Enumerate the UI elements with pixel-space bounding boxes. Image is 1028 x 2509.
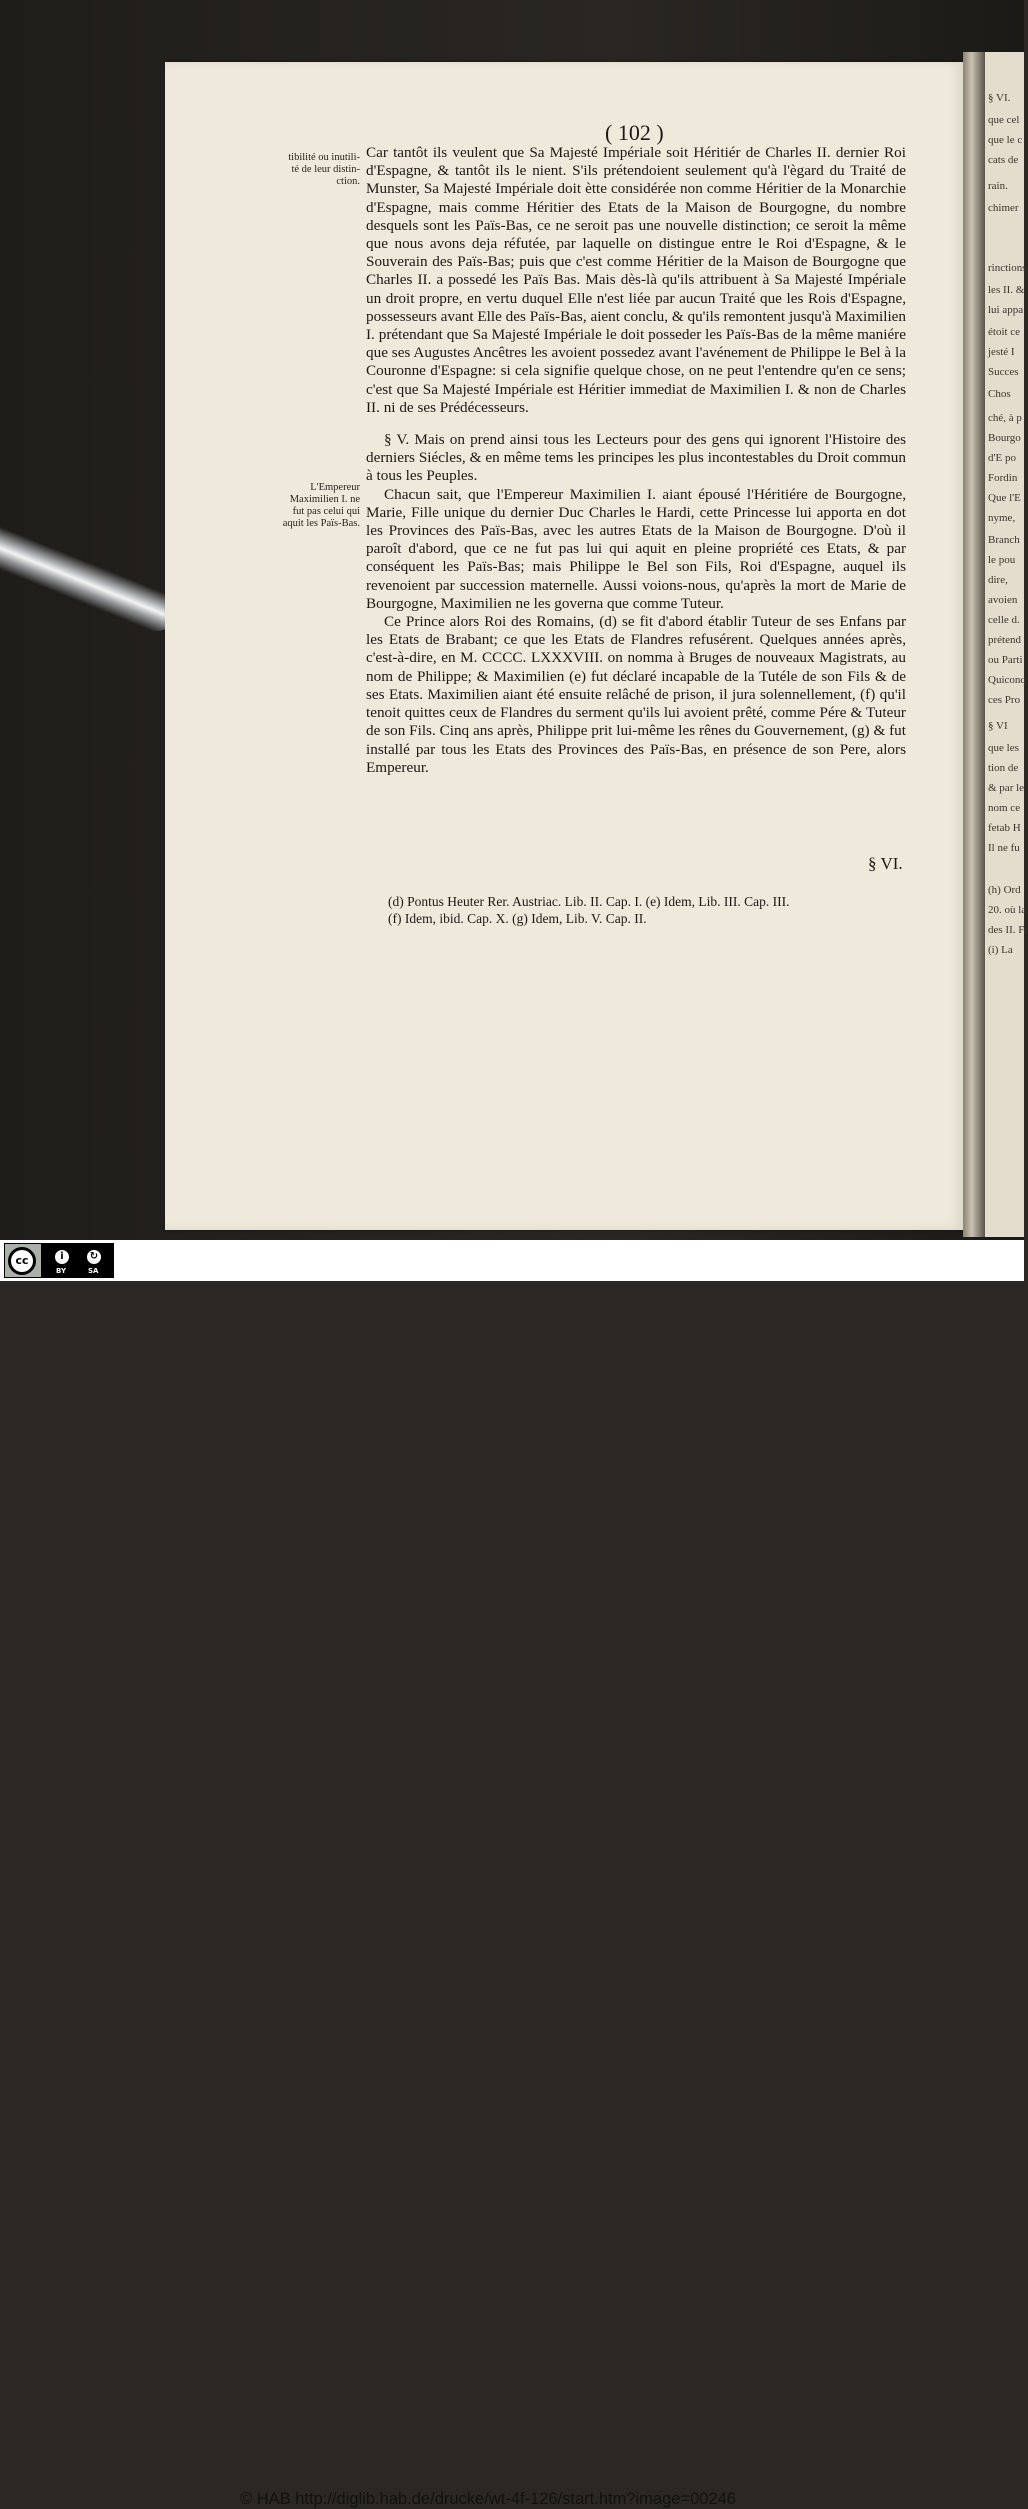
by-icon: i (53, 1248, 71, 1266)
marginal-note-2 (258, 482, 360, 530)
marginal-note-line: Maximilien I. ne (289, 494, 360, 505)
adjacent-page-text: des II. Fr (988, 924, 1028, 936)
license-strip (41, 1244, 114, 1277)
marginal-note-line: tibilité ou inutili- (288, 152, 360, 163)
copyright-credit-link[interactable]: © HAB http://diglib.hab.de/drucke/wt-4f-126/start.htm?image=00246 (240, 2490, 736, 2508)
adjacent-page-text: Succes (988, 366, 1019, 378)
adjacent-page-text: le pou (988, 554, 1016, 566)
catchword: § VI. (868, 854, 903, 873)
adjacent-page-text: dire, (988, 574, 1008, 586)
adjacent-page-text: cats de (988, 154, 1019, 166)
book-gutter (963, 52, 985, 1237)
adjacent-page-text: nom ce (988, 802, 1021, 814)
adjacent-page-text: & par le (988, 782, 1025, 794)
adjacent-page-text: avoien (988, 594, 1018, 606)
adjacent-page-text: Que l'E (988, 492, 1021, 504)
sa-icon: ↻ (85, 1248, 103, 1266)
marginal-note-line: té de leur distin- (291, 164, 360, 175)
adjacent-page-text: Chos (988, 388, 1011, 400)
adjacent-page-text: Bourgo (988, 432, 1021, 444)
page-number: ( 102 ) (605, 120, 664, 145)
adjacent-page-text: (i) La (988, 944, 1013, 956)
adjacent-page-text: rinctions (988, 262, 1027, 274)
marginal-note-line: ction. (336, 176, 360, 187)
adjacent-page-text: les II. & (988, 284, 1025, 296)
adjacent-page-text: fetab H (988, 822, 1021, 834)
sa-label: SA (88, 1267, 99, 1275)
footnote-line: (d) Pontus Heuter Rer. Austriac. Lib. II. Cap. I. (e) Idem, Lib. III. Cap. III. (388, 894, 790, 909)
adjacent-page-text: que le c (988, 134, 1023, 146)
adjacent-page-text: Quiconq (988, 674, 1026, 686)
paragraph-3: Chacun sait, que l'Empereur Maximilien I. aiant épousé l'Héritiére de Bourgogne, Marie, Fille unique du dernier Duc Charles le Hardi, cette Princesse lui apporta en dot les Provinces des Païs-Bas, avec les autres Etats de la Maison de Bourgogne. D'où il paroît d'abord, que ce ne fut pas lui qui aquit en pleine propriété ces Etats, & par conséquent les Païs-Bas; mais Philippe le Bel son Fils, Roi d'Espagne, auquel ils revenoient par succession maternelle. Aussi voions-nous, qu'après la mort de Marie de Bourgogne, Maximilien ne les governa que comme Tuteur. (366, 485, 906, 612)
adjacent-page-fragment (985, 52, 1028, 1237)
adjacent-page-text: prétend (988, 634, 1021, 646)
body-text (366, 144, 906, 777)
adjacent-page-text: étoit ce (988, 326, 1021, 338)
adjacent-page-text: chimer (988, 202, 1019, 214)
adjacent-page-text: ché, à p (988, 412, 1022, 424)
marginal-note-line: L'Empereur (310, 482, 360, 493)
cc-license-badge[interactable] (4, 1243, 114, 1278)
adjacent-page-text: rain. (988, 180, 1008, 192)
adjacent-page-text: (h) Ord (988, 884, 1021, 896)
adjacent-page-text: Branch (988, 534, 1020, 546)
adjacent-page-text: que cel (988, 114, 1020, 126)
marginal-note-1 (258, 152, 360, 188)
adjacent-page-text: § VI. (988, 92, 1011, 104)
adjacent-page-text: d'E po (988, 452, 1016, 464)
adjacent-page-text: tion de (988, 762, 1019, 774)
adjacent-page-text: celle d. (988, 614, 1020, 626)
adjacent-page-text: Fordin (988, 472, 1018, 484)
footnotes (388, 893, 908, 927)
by-label: BY (56, 1267, 67, 1275)
adjacent-page-text: ou Parti (988, 654, 1023, 666)
paragraph-section-v: § V. Mais on prend ainsi tous les Lecteurs pour des gens qui ignorent l'Histoire des derniers Siécles, & en même tems les principes les plus incontestables du Droit commun à tous les Peuples. (366, 431, 906, 485)
adjacent-page-text: 20. où la (988, 904, 1027, 916)
adjacent-page-text: que les (988, 742, 1019, 754)
adjacent-page-text: § VI (988, 720, 1008, 732)
adjacent-page-text: lui appa (988, 304, 1024, 316)
paragraph-1: Car tantôt ils veulent que Sa Majesté Impériale soit Héritiér de Charles II. dernier Roi d'Espagne, & tantôt ils le nient. S'ils prétendoient seulement qu'à l'ègard du Traité de Munster, Sa Majesté Impériale doit ètte considérée non comme Héritier de la Monarchie d'Espagne, mais comme Héritier des Etats de la Maison de Bourgogne, du nombre desquels sont les Païs-Bas, ce ne seroit pas une nouvelle distinction; ce seroit la même que nous avons deja réfutée, par laquelle on distingue entre le Roi d'Espagne, & le Souverain des Païs-Bas; puis que c'est comme Héritier de la Maison de Bourgogne que Charles II. a possedé les Païs Bas. Mais dès-là qu'ils attribuent à Sa Majesté Impériale un droit propre, en vertu duquel Elle n'est liée par aucun Traité que les Rois d'Espagne, possesseurs avant Elle des Païs-Bas, aient conclu, & qu'ils remontent jusqu'à Maximilien I. prétendant que Sa Majesté Impériale le doit posseder les Païs-Bas de la même maniére que ses Augustes Ancêtres les avoient possedez avant l'avénement de Philippe le Bel à la Couronne d'Espagne: si cela signifie quelque chose, on ne peut l'entendre qu'en ce sens; c'est que Sa Majesté Impériale est Héritier immediat de Maximilien I. & non de Charles II. ni de ses Prédécesseurs. (366, 144, 906, 416)
adjacent-page-text: jesté I (988, 346, 1015, 358)
footnote-line: (f) Idem, ibid. Cap. X. (g) Idem, Lib. V. Cap. II. (388, 911, 647, 926)
marginal-note-line: aquit les Païs-Bas. (282, 518, 360, 529)
footer-bar (0, 1240, 1024, 2508)
marginal-note-line: fut pas celui qui (292, 506, 360, 517)
paragraph-4: Ce Prince alors Roi des Romains, (d) se fit d'abord établir Tuteur de ses Enfans par les Etats de Brabant; ce que les Etats de Flandres refusérent. Quelques années après, c'est-à-dire, en M. CCCC. LXXXVIII. on nomma à Bruges de nouveaux Magistrats, au nom de Philippe; & Maximilien (e) fut déclaré incapable de la Tutéle de son Fils & de ses Etats. Maximilien aiant été ensuite relâché de prison, il jura solennellement, (f) qu'il tenoit quittes ceux de Flandres du serment qu'ils lui avoient prêté, comme Pére & Tuteur de son Fils. Cinq ans après, Philippe prit lui-même les rênes du Gouvernement, (g) & fut installé par tous les Etats des Provinces des Païs-Bas, en présence de son Pere, alors Empereur. (366, 613, 906, 776)
adjacent-page-text: ces Pro (988, 694, 1021, 706)
adjacent-page-text: Il ne fu (988, 842, 1020, 854)
cc-icon: cc (8, 1247, 36, 1275)
adjacent-page-text: nyme, (988, 512, 1016, 524)
